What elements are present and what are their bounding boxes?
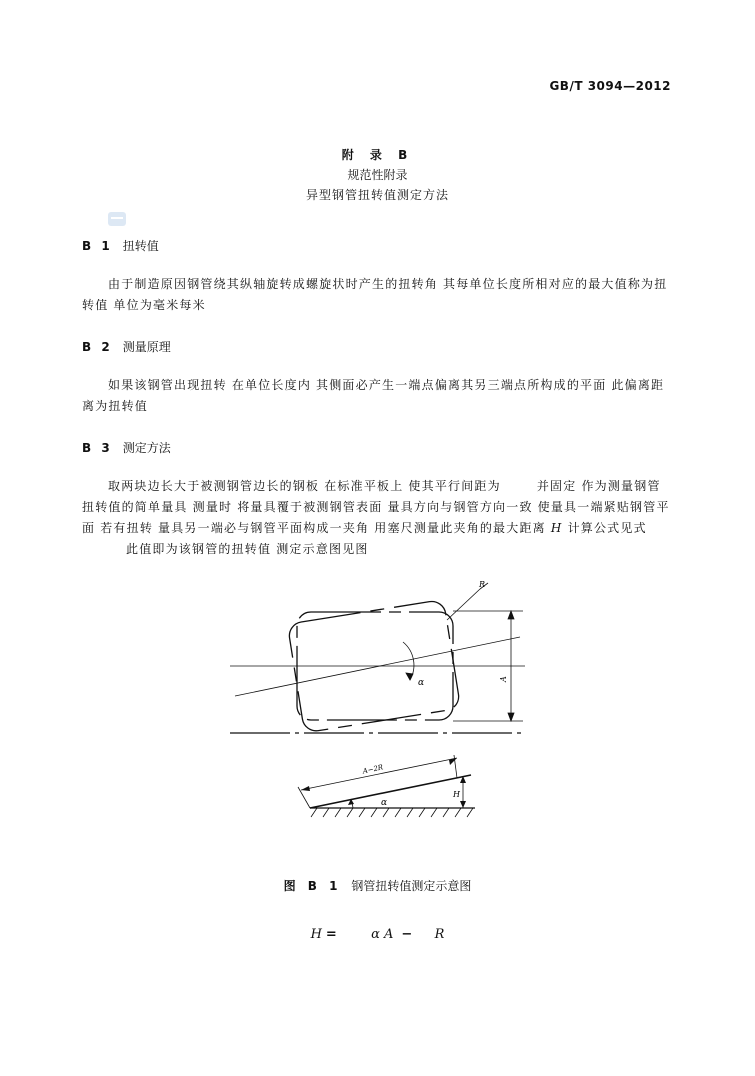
section-number: B 2 bbox=[82, 340, 113, 354]
annex-type: 规范性附录 bbox=[347, 168, 408, 182]
section-title: 测定方法 bbox=[122, 441, 171, 455]
paragraph-text: 如果该钢管出现扭转 在单位长度内 其侧面必产生一端点偏离其另三端点所构成的平面 此偏离距离为扭转值 bbox=[82, 378, 665, 413]
annex-title: 异型钢管扭转值测定方法 bbox=[305, 188, 449, 202]
section-b2-heading bbox=[82, 338, 171, 355]
formula-A: A bbox=[384, 927, 394, 942]
label-H: H bbox=[453, 790, 460, 799]
paragraph-text: 由于制造原因钢管绕其纵轴旋转成螺旋状时产生的扭转角 其每单位长度所相对应的最大值称为扭转值 单位为毫米每米 bbox=[82, 277, 668, 312]
annex-label: 附 录 B bbox=[341, 148, 414, 162]
paragraph-text: 计算公式见式 bbox=[567, 521, 647, 535]
formula-lhs: H bbox=[310, 927, 322, 942]
section-b3-paragraph bbox=[82, 476, 672, 560]
label-R: R bbox=[479, 580, 486, 589]
formula-minus: − bbox=[401, 927, 413, 942]
formula-b1 bbox=[0, 927, 755, 942]
label-A: A bbox=[499, 676, 508, 682]
figure-title: 钢管扭转值测定示意图 bbox=[351, 879, 472, 893]
section-b1-paragraph bbox=[82, 274, 672, 316]
section-b3-heading bbox=[82, 439, 171, 456]
paragraph-text: 并固定 作为测量钢管扭转值的简单量具 测量时 将量具覆于被测钢管表面 量具方向与钢管方向一致 使量具一端紧贴钢管平面 若有扭转 量具另一端必与钢管平面构成一夹角 用塞尺测量此夹角的最大距离 bbox=[82, 479, 670, 535]
torsion-measurement-diagram bbox=[225, 575, 535, 835]
figure-label: 图 B 1 bbox=[283, 879, 342, 893]
section-number: B 1 bbox=[82, 239, 113, 253]
section-number: B 3 bbox=[82, 441, 113, 455]
section-title: 测量原理 bbox=[122, 340, 171, 354]
section-b2-paragraph bbox=[82, 375, 672, 417]
label-alpha-side: α bbox=[381, 798, 388, 808]
section-b1-heading bbox=[82, 237, 159, 254]
standard-number: GB/T 3094—2012 bbox=[549, 79, 671, 93]
formula-equals: = bbox=[325, 927, 337, 942]
section-title: 扭转值 bbox=[122, 239, 159, 253]
formula-alpha: α bbox=[371, 927, 380, 942]
formula-R: R bbox=[434, 927, 445, 942]
watermark-logo-icon bbox=[108, 212, 126, 226]
paragraph-text: 取两块边长大于被测钢管边长的钢板 在标准平板上 使其平行间距为 bbox=[108, 479, 501, 493]
paragraph-text: 此值即为该钢管的扭转值 测定示意图见图 bbox=[126, 542, 369, 556]
label-alpha: α bbox=[418, 678, 425, 688]
figure-caption bbox=[0, 877, 755, 894]
label-A-minus-2R: A−2R bbox=[362, 763, 384, 776]
variable-h: H bbox=[550, 521, 563, 535]
